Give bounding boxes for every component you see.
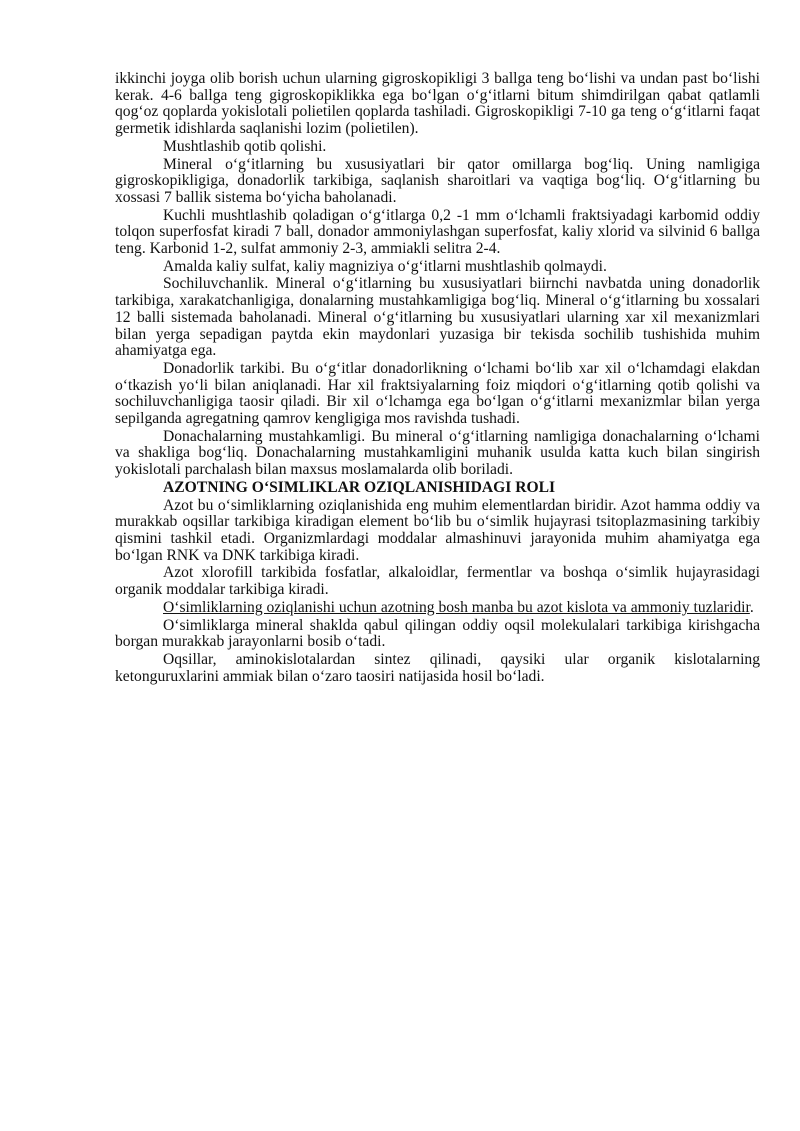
paragraph-sochiluvchanlik: Sochiluvchanlik. Mineral oʻgʻitlarning bu xususiyatlari biirnchi navbatda uning donadorlik tarkibiga, xarakatchanligiga, donalarning mustahkamligiga bogʻliq. Mineral oʻgʻitlarning bu xossalari 12 balli sistemada baholanadi. Mineral oʻgʻitlarning bu xususiyatlari ularning xar xil mexanizmlari bilan yerga sepadigan paytda ekin maydonlari yuzasiga bir tekisda sochilib tushishida muhim ahamiyatga ega.	[115, 275, 760, 360]
underlined-text: Oʻsimliklarning oziqlanishi uchun azotning bosh manba bu azot kislota va ammoniy tuzlaridir	[163, 598, 750, 616]
paragraph-donadorlik-tarkibi: Donadorlik tarkibi. Bu oʻgʻitlar donadorlikning oʻlchami boʻlib xar xil oʻlchamdagi elakdan oʻtkazish yoʻli bilan aniqlanadi. Har xil fraktsiyalarning foiz miqdori oʻgʻitlarning qotib qolishi va sochiluvchanligiga taosir qiladi. Bir xil oʻlchamga ega boʻlgan oʻgʻitlarni mexanizmlar bilan yerga sepilganda agregatning qamrov kengligiga mos ravishda tushadi.	[115, 359, 760, 428]
paragraph-underlined-source	[115, 600, 760, 617]
paragraph-oqsil-molekulalari: Oʻsimliklarga mineral shaklda qabul qilingan oddiy oqsil molekulalari tarkibiga kirishgacha borgan murakkab jarayonlarni bosib oʻtadi.	[115, 616, 760, 651]
underlined-end: .	[749, 598, 754, 616]
paragraph-donachalar-mustahkamligi: Donachalarning mustahkamligi. Bu mineral oʻgʻitlarning namligiga donachalarning oʻlchami va shakliga bogʻliq. Donachalarning mustahkamligini muhanik usulda katta kuch bilan singirish yokislotali parchalash bilan maxsus moslamalarda olib boriladi.	[115, 427, 760, 479]
paragraph-oqsillar-sintez: Oqsillar, aminokislotalardan sintez qilinadi, qaysiki ular organik kislotalarning ketonguruxlarini ammiak bilan oʻzaro taosiri natijasida hosil boʻladi.	[115, 650, 760, 685]
document-page	[115, 71, 760, 686]
paragraph-kaliy-sulfat: Amalda kaliy sulfat, kaliy magniziya oʻgʻitlarni mushtlashib qolmaydi.	[163, 257, 607, 275]
paragraph-mushtlashib-title: Mushtlashib qotib qolishi.	[163, 137, 327, 155]
section-heading: AZOTNING OʻSIMLIKLAR OZIQLANISHIDAGI ROLI	[163, 478, 556, 496]
paragraph-gigroskopiklik: ikkinchi joyga olib borish uchun ularning gigroskopikligi 3 ballga teng boʻlishi va undan past boʻlishi kerak. 4-6 ballga teng gigroskopiklikka ega boʻlgan oʻgʻitlarni bitum shimdirilgan qabat qatlamli qogʻoz qoplarda yokislotali polietilen qoplarda tashiladi. Gigroskopikligi 7-10 ga teng oʻgʻitlarni faqat germetik idishlarda saqlanishi lozim (polietilen).	[115, 70, 760, 138]
paragraph-mushtlashib-examples: Kuchli mushtlashib qoladigan oʻgʻitlarga 0,2 -1 mm oʻlchamli fraktsiyadagi karbomid oddiy tolqon superfosfat kiradi 7 ball, donador ammoniylashgan superfosfat, kaliy xlorid va silvinid 6 ballga teng. Karbonid 1-2, sulfat ammoniy 2-3, ammiakli selitra 2-4.	[115, 206, 760, 258]
paragraph-mushtlashib-factors: Mineral oʻgʻitlarning bu xususiyatlari bir qator omillarga bogʻliq. Uning namligiga gigroskopikligiga, donadorlik tarkibiga, saqlanish sharoitlari va vaqtiga bogʻliq. Oʻgʻitlarning bu xossasi 7 ballik sistema boʻyicha baholanadi.	[115, 155, 760, 206]
paragraph-azot-xlorofill: Azot xlorofill tarkibida fosfatlar, alkaloidlar, fermentlar va boshqa oʻsimlik hujayrasidagi organik moddalar tarkibiga kiradi.	[115, 564, 760, 599]
paragraph-azot-element: Azot bu oʻsimliklarning oziqlanishida eng muhim elementlardan biridir. Azot hamma oddiy va murakkab oqsillar tarkibiga kiradigan element boʻlib bu oʻsimlik hujayrasi tsitoplazmasining tarkibiy qismini tashkil etadi. Organizmlardagi moddalar almashinuvi jarayonida muhim ahamiyatga ega boʻlgan RNK va DNK tarkibiga kiradi.	[115, 496, 760, 564]
